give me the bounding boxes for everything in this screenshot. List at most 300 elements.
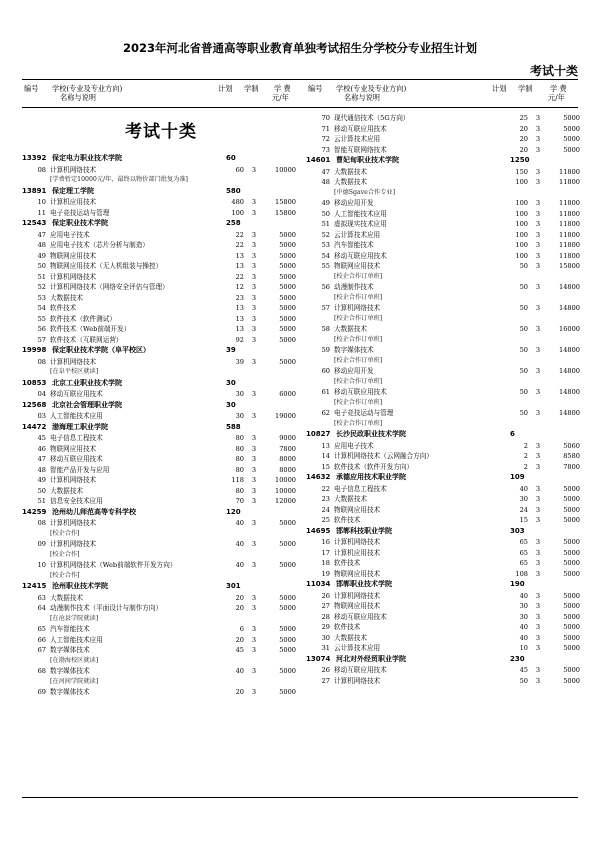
school-row bbox=[22, 400, 300, 412]
major-plan: 50 bbox=[519, 283, 528, 291]
major-fee: 5000 bbox=[279, 667, 296, 675]
major-plan: 2 bbox=[523, 462, 528, 471]
major-note bbox=[306, 272, 584, 283]
left-column-header bbox=[22, 84, 300, 106]
major-fee: 5000 bbox=[563, 602, 580, 610]
major-number: 08 bbox=[37, 519, 46, 527]
major-row bbox=[22, 560, 300, 571]
major-number: 50 bbox=[37, 262, 46, 270]
code-header: 编号 bbox=[24, 84, 39, 93]
major-plan: 2 bbox=[523, 452, 528, 460]
major-number: 30 bbox=[321, 633, 330, 642]
major-row bbox=[306, 548, 584, 559]
major-years: 3 bbox=[251, 283, 257, 291]
major-years: 3 bbox=[535, 495, 541, 503]
school-total-plan: 303 bbox=[510, 526, 525, 535]
major-years: 3 bbox=[535, 367, 541, 375]
major-number: 24 bbox=[321, 505, 330, 514]
major-plan: 40 bbox=[235, 540, 244, 548]
major-years: 3 bbox=[535, 633, 541, 642]
note-text: [中德Sgave合作专业] bbox=[334, 188, 395, 196]
major-number: 17 bbox=[321, 548, 330, 557]
school-total-plan: 588 bbox=[226, 422, 241, 431]
major-name: 软件技术 bbox=[50, 304, 77, 312]
major-years: 3 bbox=[251, 314, 257, 323]
school-code: 14472 bbox=[22, 422, 47, 431]
major-years: 3 bbox=[251, 251, 257, 260]
note-text: [校企合作] bbox=[50, 550, 80, 558]
major-plan: 22 bbox=[235, 230, 244, 239]
major-fee: 5000 bbox=[279, 540, 296, 548]
major-plan: 100 bbox=[515, 220, 528, 228]
major-row bbox=[306, 505, 584, 516]
school-total-plan: 258 bbox=[226, 219, 241, 227]
major-fee: 15800 bbox=[275, 198, 296, 206]
category-tag: 考试十类 bbox=[529, 64, 578, 78]
major-number: 59 bbox=[321, 346, 330, 354]
fee-unit-header: 元/年 bbox=[548, 93, 565, 102]
school-code: 19998 bbox=[22, 346, 47, 354]
major-plan: 40 bbox=[519, 591, 528, 600]
major-fee: 5000 bbox=[279, 625, 296, 633]
major-fee: 10000 bbox=[275, 486, 296, 495]
major-years: 3 bbox=[535, 623, 541, 631]
school-total-plan: 230 bbox=[510, 654, 525, 663]
major-name: 移动应用开发 bbox=[334, 367, 374, 375]
major-years: 3 bbox=[535, 612, 541, 621]
school-sub-header: 名称与说明 bbox=[344, 93, 380, 102]
major-plan: 2 bbox=[523, 441, 528, 450]
right-table-body bbox=[306, 113, 584, 686]
major-row bbox=[22, 444, 300, 455]
major-number: 57 bbox=[37, 335, 46, 344]
major-years: 3 bbox=[535, 569, 541, 578]
major-number: 47 bbox=[321, 167, 330, 176]
major-years: 3 bbox=[251, 465, 257, 474]
major-plan: 100 bbox=[515, 230, 528, 239]
major-note bbox=[22, 175, 300, 186]
major-plan: 65 bbox=[519, 548, 528, 557]
school-total-plan: 301 bbox=[226, 582, 241, 590]
major-row bbox=[306, 591, 584, 602]
major-plan: 20 bbox=[519, 145, 528, 154]
major-number: 08 bbox=[37, 357, 46, 366]
school-name: 沧州幼儿师范高等专科学校 bbox=[52, 507, 136, 516]
school-row bbox=[22, 153, 300, 165]
major-plan: 100 bbox=[515, 209, 528, 218]
school-name: 保定电力职业技术学院 bbox=[52, 154, 122, 162]
major-plan: 80 bbox=[235, 486, 244, 495]
school-name: 河北对外经贸职业学院 bbox=[336, 654, 406, 663]
major-years: 3 bbox=[535, 548, 541, 557]
major-name: 动漫制作技术（平面设计与制作方向） bbox=[50, 604, 163, 612]
major-note bbox=[306, 293, 584, 304]
major-fee: 5000 bbox=[563, 135, 580, 143]
major-fee: 5000 bbox=[279, 688, 296, 696]
major-fee: 14800 bbox=[559, 409, 580, 417]
major-fee: 5000 bbox=[563, 538, 580, 546]
major-fee: 5000 bbox=[279, 283, 296, 291]
major-row bbox=[22, 272, 300, 283]
major-plan: 100 bbox=[515, 251, 528, 260]
major-fee: 14800 bbox=[559, 283, 580, 291]
major-plan: 20 bbox=[235, 604, 244, 612]
major-plan: 40 bbox=[235, 519, 244, 527]
major-fee: 5000 bbox=[279, 646, 296, 654]
school-total-plan: 6 bbox=[510, 430, 515, 438]
major-number: 53 bbox=[37, 293, 46, 302]
major-plan: 13 bbox=[235, 304, 244, 312]
major-plan: 40 bbox=[519, 484, 528, 493]
major-fee: 5000 bbox=[563, 124, 580, 133]
major-name: 计算机应用技术 bbox=[334, 548, 381, 557]
document-title: 2023年河北省普通高等职业教育单独考试招生分学校分专业招生计划 bbox=[122, 41, 477, 55]
major-years: 3 bbox=[251, 561, 257, 569]
major-years: 3 bbox=[251, 272, 257, 281]
major-plan: 100 bbox=[515, 241, 528, 249]
major-fee: 5000 bbox=[279, 304, 296, 312]
major-years: 3 bbox=[535, 283, 541, 291]
major-years: 3 bbox=[251, 497, 257, 505]
major-years: 3 bbox=[251, 476, 257, 484]
major-row bbox=[306, 612, 584, 623]
major-number: 50 bbox=[321, 209, 330, 218]
major-years: 3 bbox=[535, 666, 541, 674]
major-years: 3 bbox=[535, 559, 541, 567]
major-name: 软件技术（Web前端开发） bbox=[50, 325, 131, 333]
major-fee: 8000 bbox=[279, 455, 296, 463]
major-fee: 14800 bbox=[559, 346, 580, 354]
major-row bbox=[306, 303, 584, 314]
major-plan: 30 bbox=[519, 612, 528, 621]
major-row bbox=[306, 387, 584, 398]
major-name: 物联网应用技术（无人机组装与操控） bbox=[50, 262, 163, 270]
major-row bbox=[22, 496, 300, 507]
major-row bbox=[306, 282, 584, 293]
major-number: 67 bbox=[37, 646, 46, 654]
major-number: 72 bbox=[321, 135, 330, 143]
major-number: 64 bbox=[37, 604, 46, 612]
major-fee: 5000 bbox=[279, 604, 296, 612]
major-number: 51 bbox=[37, 497, 46, 505]
major-number: 70 bbox=[321, 114, 330, 122]
major-fee: 11800 bbox=[559, 199, 580, 207]
major-row bbox=[22, 475, 300, 486]
major-number: 45 bbox=[37, 434, 46, 442]
major-number: 57 bbox=[321, 304, 330, 312]
major-plan: 12 bbox=[235, 283, 244, 291]
school-row bbox=[22, 186, 300, 198]
major-fee: 5000 bbox=[279, 325, 296, 333]
major-row bbox=[306, 676, 584, 687]
major-name: 人工智能技术应用 bbox=[334, 209, 387, 218]
school-row bbox=[22, 218, 300, 230]
major-plan: 30 bbox=[519, 495, 528, 503]
school-row bbox=[306, 472, 584, 484]
major-years: 3 bbox=[535, 241, 541, 249]
school-total-plan: 60 bbox=[226, 154, 236, 162]
major-plan: 50 bbox=[519, 346, 528, 354]
major-years: 3 bbox=[535, 167, 541, 176]
school-row bbox=[22, 581, 300, 593]
major-plan: 13 bbox=[235, 262, 244, 270]
school-total-plan: 109 bbox=[510, 473, 525, 481]
school-total-plan: 39 bbox=[226, 346, 236, 354]
school-row bbox=[22, 422, 300, 434]
major-years: 3 bbox=[251, 230, 257, 239]
major-name: 电子信息工程技术 bbox=[50, 434, 103, 442]
major-plan: 50 bbox=[519, 262, 528, 270]
major-row bbox=[22, 454, 300, 465]
major-plan: 40 bbox=[519, 623, 528, 631]
major-plan: 40 bbox=[519, 633, 528, 642]
header-top-rule bbox=[22, 79, 578, 80]
major-name: 移动互联应用技术 bbox=[50, 455, 103, 463]
major-name: 物联网应用技术 bbox=[50, 251, 97, 260]
major-name: 软件技术 bbox=[334, 559, 361, 567]
major-number: 54 bbox=[37, 304, 46, 312]
school-header: 学校(专业及专业方向) bbox=[336, 84, 407, 93]
major-number: 52 bbox=[321, 230, 330, 239]
major-years: 3 bbox=[251, 208, 257, 217]
major-plan: 6 bbox=[239, 625, 244, 633]
major-number: 62 bbox=[321, 409, 330, 417]
note-text: [校企合作] bbox=[50, 571, 80, 579]
major-name: 软件技术 bbox=[334, 516, 361, 524]
note-text: [校企合作订单班] bbox=[334, 356, 383, 364]
major-name: 大数据技术 bbox=[50, 486, 83, 495]
major-note bbox=[306, 314, 584, 325]
major-number: 55 bbox=[321, 262, 330, 270]
plan-header: 计划 bbox=[218, 84, 233, 93]
major-years: 3 bbox=[535, 484, 541, 493]
school-name: 渤海理工职业学院 bbox=[52, 422, 108, 431]
major-years: 3 bbox=[535, 199, 541, 207]
major-name: 计算机网络技术（Web前端软件开发方向） bbox=[50, 561, 177, 569]
major-row bbox=[22, 518, 300, 529]
major-number: 25 bbox=[321, 516, 330, 524]
school-total-plan: 120 bbox=[226, 507, 241, 516]
major-name: 动漫制作技术 bbox=[334, 283, 374, 291]
major-years: 3 bbox=[251, 635, 257, 644]
major-plan: 30 bbox=[519, 602, 528, 610]
major-name: 软件技术（软件测试） bbox=[50, 314, 116, 323]
major-fee: 5000 bbox=[563, 145, 580, 154]
major-years: 3 bbox=[535, 388, 541, 396]
school-row bbox=[22, 378, 300, 390]
school-code: 13891 bbox=[22, 186, 47, 195]
major-plan: 20 bbox=[519, 135, 528, 143]
major-row bbox=[22, 687, 300, 698]
major-fee: 5000 bbox=[563, 591, 580, 600]
major-plan: 30 bbox=[235, 390, 244, 398]
major-number: 71 bbox=[321, 124, 330, 133]
major-row bbox=[22, 230, 300, 241]
major-fee: 11800 bbox=[559, 230, 580, 239]
major-number: 28 bbox=[321, 612, 330, 621]
school-name: 保定理工学院 bbox=[52, 186, 94, 195]
major-row bbox=[22, 261, 300, 272]
major-row bbox=[306, 601, 584, 612]
school-code: 13074 bbox=[306, 654, 331, 663]
major-fee: 5000 bbox=[563, 612, 580, 621]
major-plan: 22 bbox=[235, 272, 244, 281]
major-plan: 92 bbox=[235, 335, 244, 344]
major-fee: 5000 bbox=[563, 623, 580, 631]
major-number: 60 bbox=[321, 367, 330, 375]
major-years: 3 bbox=[251, 335, 257, 344]
major-years: 3 bbox=[251, 325, 257, 333]
major-name: 物联网应用技术 bbox=[334, 569, 381, 578]
major-row bbox=[22, 324, 300, 335]
major-note bbox=[22, 367, 300, 378]
major-fee: 15800 bbox=[559, 262, 580, 270]
major-plan: 50 bbox=[519, 676, 528, 685]
major-years: 3 bbox=[251, 625, 257, 633]
school-name: 邯郸科技职业学院 bbox=[336, 526, 392, 535]
major-years: 3 bbox=[251, 241, 257, 249]
major-row bbox=[22, 208, 300, 219]
major-number: 18 bbox=[321, 559, 330, 567]
school-name: 北京工业职业技术学院 bbox=[52, 378, 122, 387]
major-row bbox=[22, 282, 300, 293]
major-name: 物联网应用技术 bbox=[50, 444, 97, 453]
major-name: 人工智能技术应用 bbox=[50, 635, 103, 644]
major-row bbox=[306, 261, 584, 272]
major-row bbox=[22, 666, 300, 677]
major-row bbox=[306, 113, 584, 124]
major-note bbox=[306, 419, 584, 430]
major-note bbox=[306, 377, 584, 388]
major-note bbox=[22, 550, 300, 561]
major-years: 3 bbox=[251, 293, 257, 302]
major-row bbox=[22, 303, 300, 314]
major-number: 46 bbox=[37, 444, 46, 453]
major-plan: 50 bbox=[519, 367, 528, 375]
major-years: 3 bbox=[535, 644, 541, 652]
major-fee: 15800 bbox=[275, 208, 296, 217]
major-fee: 5000 bbox=[563, 516, 580, 524]
major-row bbox=[22, 624, 300, 635]
major-years: 3 bbox=[535, 209, 541, 218]
major-years: 3 bbox=[535, 114, 541, 122]
major-fee: 14800 bbox=[559, 367, 580, 375]
major-fee: 5000 bbox=[563, 666, 580, 674]
major-number: 56 bbox=[37, 325, 46, 333]
major-row bbox=[22, 335, 300, 346]
major-row bbox=[306, 451, 584, 462]
school-sub-header: 名称与说明 bbox=[60, 93, 96, 102]
school-code: 10853 bbox=[22, 378, 47, 387]
major-number: 49 bbox=[37, 251, 46, 260]
major-note bbox=[306, 398, 584, 409]
major-row bbox=[306, 537, 584, 548]
major-number: 22 bbox=[321, 484, 330, 493]
major-name: 电子竞技运动与管理 bbox=[50, 208, 110, 217]
note-text: [校企合作订单班] bbox=[334, 272, 383, 280]
major-fee: 5000 bbox=[279, 241, 296, 249]
major-years: 3 bbox=[251, 486, 257, 495]
major-row bbox=[306, 251, 584, 262]
major-years: 3 bbox=[535, 251, 541, 260]
major-plan: 150 bbox=[515, 167, 528, 176]
major-name: 计算机网络技术 bbox=[50, 165, 97, 174]
major-name: 应用电子技术（芯片分析与制造） bbox=[50, 241, 149, 249]
major-note bbox=[22, 614, 300, 625]
major-name: 大数据技术 bbox=[334, 495, 367, 503]
major-plan: 80 bbox=[235, 434, 244, 442]
major-plan: 13 bbox=[235, 325, 244, 333]
major-name: 计算机网络技术 bbox=[50, 476, 97, 484]
major-years: 3 bbox=[251, 667, 257, 675]
major-years: 3 bbox=[535, 505, 541, 514]
major-row bbox=[22, 539, 300, 550]
major-row bbox=[306, 643, 584, 654]
fee-unit-header: 元/年 bbox=[272, 93, 289, 102]
school-name: 沧州职业技术学院 bbox=[52, 582, 108, 590]
major-years: 3 bbox=[535, 441, 541, 450]
school-code: 11034 bbox=[306, 580, 331, 588]
major-name: 云计算技术应用 bbox=[334, 230, 381, 239]
major-fee: 19000 bbox=[275, 412, 296, 420]
major-note bbox=[306, 188, 584, 199]
major-number: 14 bbox=[321, 452, 330, 460]
major-plan: 80 bbox=[235, 455, 244, 463]
school-name: 长沙民政职业技术学院 bbox=[336, 430, 406, 438]
major-row bbox=[306, 145, 584, 156]
major-fee: 10000 bbox=[275, 476, 296, 484]
major-plan: 23 bbox=[235, 293, 244, 302]
major-number: 48 bbox=[37, 241, 46, 249]
major-name: 计算机网络技术 bbox=[50, 519, 97, 527]
major-plan: 30 bbox=[235, 412, 244, 420]
major-years: 3 bbox=[251, 390, 257, 398]
note-text: [校企合作订单班] bbox=[334, 335, 383, 343]
major-row bbox=[306, 441, 584, 452]
left-column bbox=[22, 113, 300, 698]
major-name: 计算机网络技术 bbox=[50, 272, 97, 281]
major-fee: 5000 bbox=[279, 251, 296, 260]
note-text: [校企合作订单班] bbox=[334, 377, 383, 385]
major-name: 物联网应用技术 bbox=[334, 602, 381, 610]
note-text: [校企合作订单班] bbox=[334, 419, 383, 427]
major-years: 3 bbox=[251, 198, 257, 206]
major-years: 3 bbox=[251, 455, 257, 463]
major-years: 3 bbox=[251, 304, 257, 312]
major-number: 23 bbox=[321, 495, 330, 503]
major-number: 54 bbox=[321, 251, 330, 260]
major-row bbox=[22, 433, 300, 444]
major-plan: 118 bbox=[231, 476, 244, 484]
major-row bbox=[306, 240, 584, 251]
major-row bbox=[22, 240, 300, 251]
major-years: 3 bbox=[251, 646, 257, 654]
major-fee: 9000 bbox=[279, 434, 296, 442]
major-row bbox=[306, 622, 584, 633]
major-fee: 5000 bbox=[279, 593, 296, 602]
major-years: 3 bbox=[535, 135, 541, 143]
major-row bbox=[22, 593, 300, 604]
major-plan: 100 bbox=[231, 208, 244, 217]
note-text: [校企合作订单班] bbox=[334, 398, 383, 406]
major-fee: 14800 bbox=[559, 388, 580, 396]
major-name: 人工智能技术应用 bbox=[50, 412, 103, 420]
major-name: 数字媒体技术 bbox=[50, 688, 90, 696]
school-row bbox=[22, 507, 300, 519]
major-name: 移动互联应用技术 bbox=[334, 666, 387, 674]
major-note bbox=[22, 571, 300, 582]
school-name: 曹妃甸职业技术学院 bbox=[336, 156, 399, 164]
